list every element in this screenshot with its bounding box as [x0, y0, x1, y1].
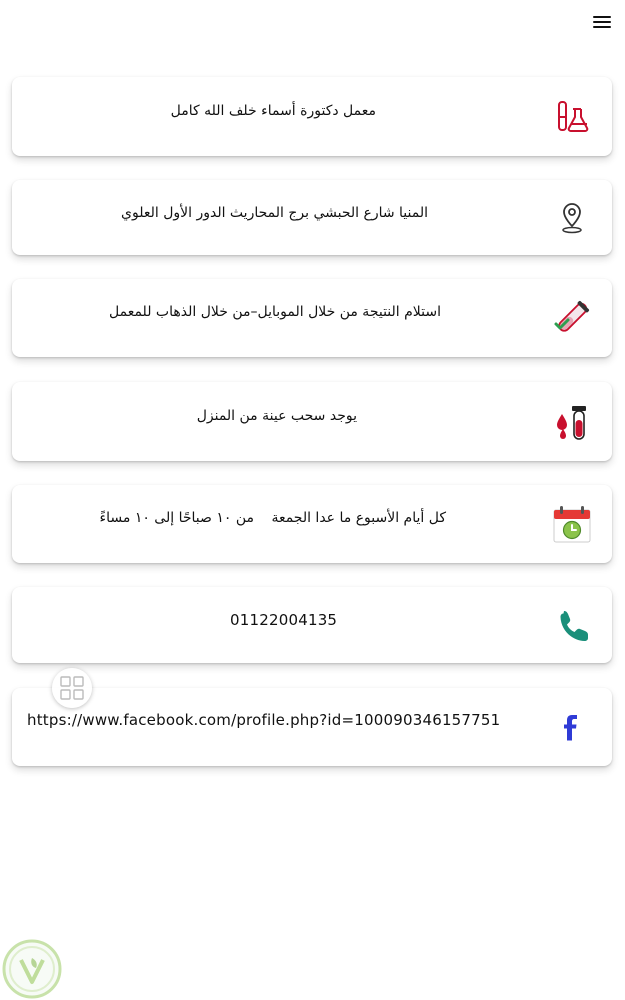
results-card [12, 279, 612, 357]
working-hours-card [12, 485, 612, 563]
facebook-card[interactable] [12, 688, 612, 766]
working-days-text: كل أيام الأسبوع ما عدا الجمعة [271, 510, 446, 526]
phone-icon[interactable] [552, 605, 592, 645]
results-text: استلام النتيجة من خلال الموبايل–من خلال الذهاب للمعمل [109, 304, 441, 320]
watermark-logo-icon [1, 938, 63, 1000]
address-text: المنيا شارع الحبشي برج المحاريث الدور الأول العلوي [121, 205, 428, 221]
grid-icon[interactable] [52, 668, 92, 708]
lab-name-text: معمل دكتورة أسماء خلف الله كامل [170, 103, 376, 119]
hamburger-menu-icon[interactable] [593, 16, 611, 30]
home-sample-card [12, 382, 612, 461]
calendar-clock-icon [552, 504, 592, 544]
home-sample-text: يوجد سحب عينة من المنزل [196, 408, 357, 424]
location-pin-icon [552, 198, 592, 238]
blood-tube-icon [552, 402, 592, 442]
facebook-link[interactable]: https://www.facebook.com/profile.php?id=100090346157751 [27, 711, 501, 729]
test-tube-check-icon [552, 298, 592, 338]
address-card [12, 180, 612, 255]
lab-name-card [12, 77, 612, 156]
phone-number[interactable]: 01122004135 [230, 611, 338, 629]
facebook-icon[interactable] [552, 707, 592, 747]
phone-card[interactable] [12, 587, 612, 663]
lab-flask-icon [552, 97, 592, 137]
working-hours-text: من ١٠ صباحًا إلى ١٠ مساءً [99, 510, 254, 526]
